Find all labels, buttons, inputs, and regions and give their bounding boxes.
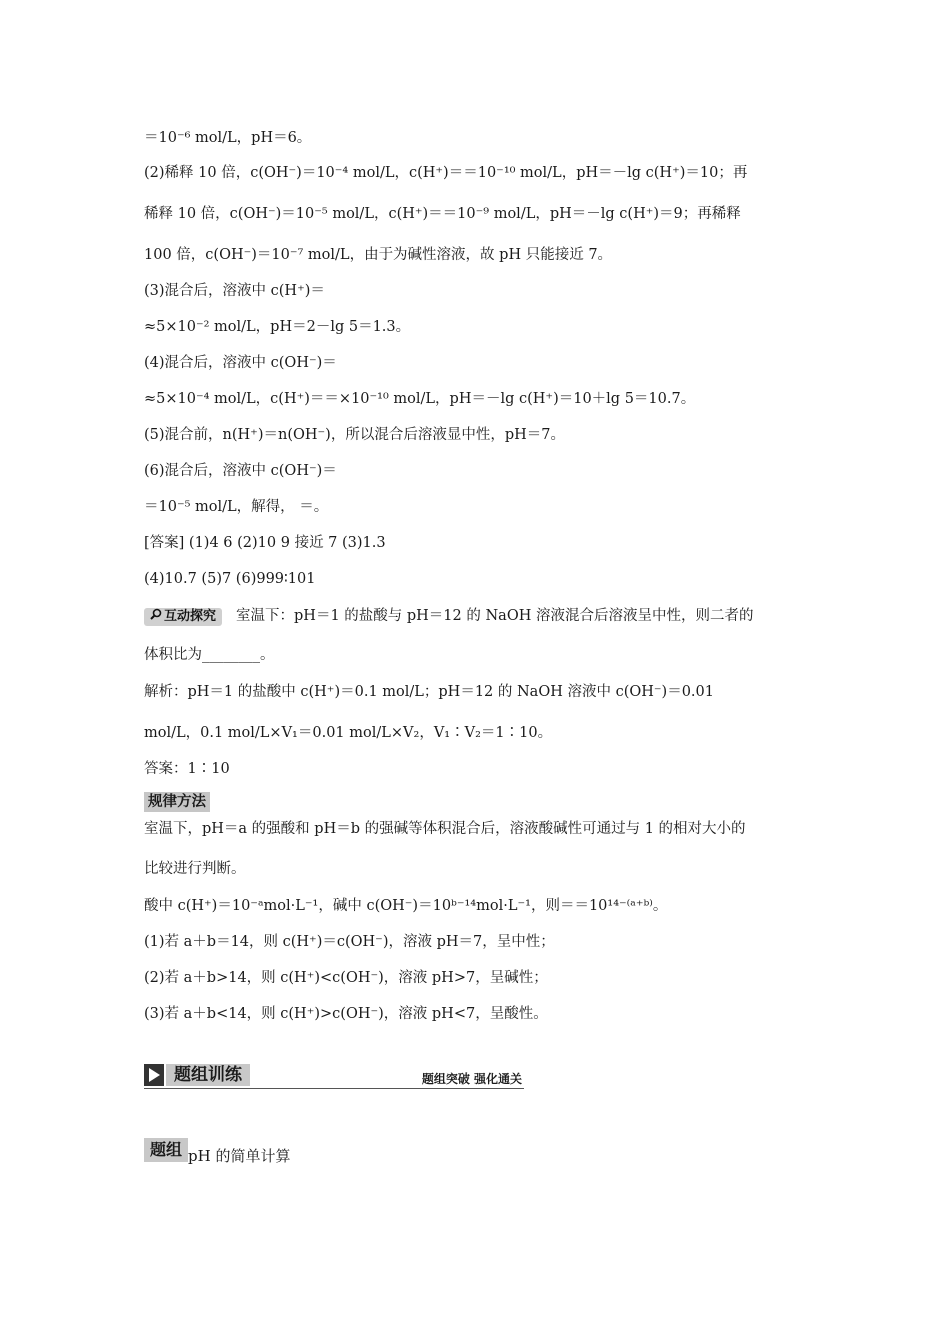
explore-line-2: 体积比为________。 bbox=[144, 647, 275, 663]
explore-badge: 互动探究 bbox=[144, 608, 222, 626]
answer-line-2: (4)10.7 (5)7 (6)999∶101 bbox=[144, 571, 316, 587]
solution-line-9: (5)混合前，n(H⁺)＝n(OH⁻)，所以混合后溶液显中性，pH＝7。 bbox=[144, 427, 565, 443]
play-arrow-icon bbox=[144, 1064, 164, 1086]
magnifier-icon bbox=[150, 608, 162, 626]
rule-line-4: (1)若 a＋b＝14，则 c(H⁺)＝c(OH⁻)，溶液 pH＝7，呈中性； bbox=[144, 934, 555, 950]
solution-line-4: 100 倍，c(OH⁻)＝10⁻⁷ mol/L，由于为碱性溶液，故 pH 只能接近 7。 bbox=[144, 247, 613, 263]
explore-analysis-2: mol/L，0.1 mol/L×V₁＝0.01 mol/L×V₂，V₁∶V₂＝1∶10。 bbox=[144, 725, 553, 741]
explore-analysis-1: 解析：pH＝1 的盐酸中 c(H⁺)＝0.1 mol/L；pH＝12 的 NaOH 溶液中 c(OH⁻)＝0.01 bbox=[144, 684, 714, 700]
rule-line-1: 室温下，pH＝a 的强酸和 pH＝b 的强碱等体积混合后，溶液酸碱性可通过与 1 的相对大小的 bbox=[144, 821, 746, 837]
solution-line-6: ≈5×10⁻² mol/L，pH＝2－lg 5＝1.3。 bbox=[144, 319, 411, 335]
rule-line-2: 比较进行判断。 bbox=[144, 861, 246, 877]
solution-line-10: (6)混合后，溶液中 c(OH⁻)＝ bbox=[144, 463, 337, 479]
solution-line-2: (2)稀释 10 倍，c(OH⁻)＝10⁻⁴ mol/L，c(H⁺)＝＝10⁻¹⁰ mol/L，pH＝－lg c(H⁺)＝10；再 bbox=[144, 165, 748, 181]
section-header bbox=[144, 1062, 524, 1089]
solution-line-1: ＝10⁻⁶ mol/L，pH＝6。 bbox=[144, 130, 312, 146]
solution-line-8: ≈5×10⁻⁴ mol/L，c(H⁺)＝＝×10⁻¹⁰ mol/L，pH＝－lg c(H⁺)＝10＋lg 5＝10.7。 bbox=[144, 391, 696, 407]
rule-line-6: (3)若 a＋b<14，则 c(H⁺)>c(OH⁻)，溶液 pH<7，呈酸性。 bbox=[144, 1006, 548, 1022]
section-subtitle: 题组突破 强化通关 bbox=[421, 1072, 522, 1086]
group-label: 题组 bbox=[144, 1138, 188, 1162]
solution-line-5: (3)混合后，溶液中 c(H⁺)＝ bbox=[144, 283, 325, 299]
rule-method-label: 规律方法 bbox=[144, 792, 210, 812]
solution-line-3: 稀释 10 倍，c(OH⁻)＝10⁻⁵ mol/L，c(H⁺)＝＝10⁻⁹ mol/L，pH＝－lg c(H⁺)＝9；再稀释 bbox=[144, 206, 741, 222]
explore-answer: 答案：1∶10 bbox=[144, 761, 230, 777]
rule-line-5: (2)若 a＋b>14，则 c(H⁺)<c(OH⁻)，溶液 pH>7，呈碱性； bbox=[144, 970, 548, 986]
solution-line-7: (4)混合后，溶液中 c(OH⁻)＝ bbox=[144, 355, 337, 371]
rule-line-3: 酸中 c(H⁺)＝10⁻ᵃmol·L⁻¹，碱中 c(OH⁻)＝10ᵇ⁻¹⁴mol·L⁻¹，则＝＝10¹⁴⁻⁽ᵃ⁺ᵇ⁾。 bbox=[144, 898, 668, 914]
answer-line-1: [答案] (1)4 6 (2)10 9 接近 7 (3)1.3 bbox=[144, 535, 386, 551]
solution-line-11: ＝10⁻⁵ mol/L，解得， ＝。 bbox=[144, 499, 329, 515]
group-title: pH 的简单计算 bbox=[188, 1147, 291, 1165]
group-heading bbox=[144, 1138, 290, 1166]
section-title: 题组训练 bbox=[166, 1064, 250, 1086]
explore-question: 互动探究 室温下：pH＝1 的盐酸与 pH＝12 的 NaOH 溶液混合后溶液呈中性，则二者的 bbox=[144, 606, 809, 626]
